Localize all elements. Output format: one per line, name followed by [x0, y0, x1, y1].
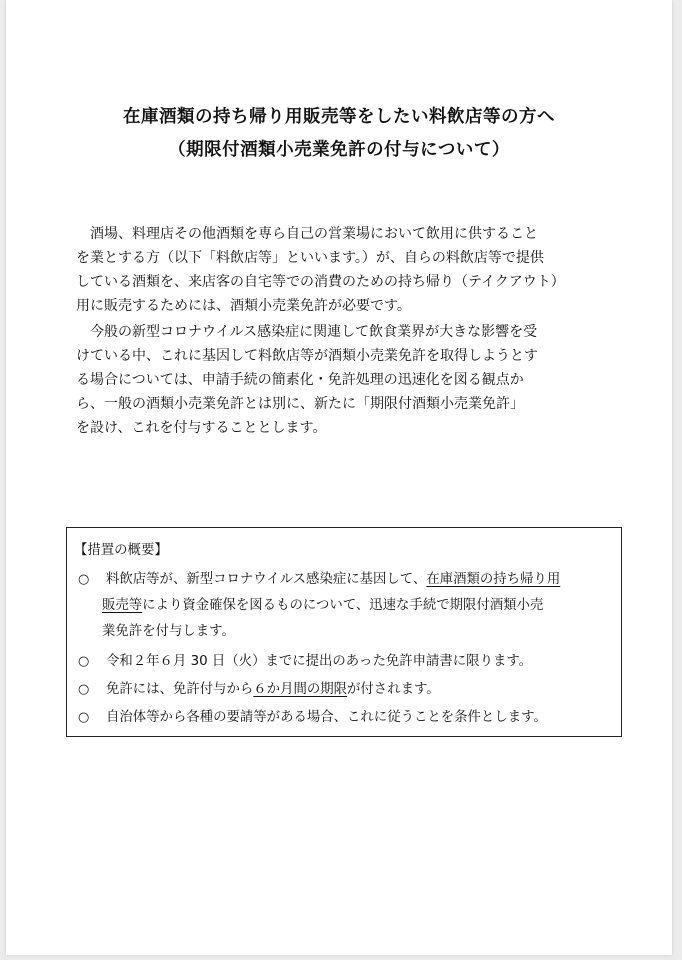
underlined-phrase: ６か月間の期限 [253, 682, 348, 697]
box-item-1-line-1: 料飲店等が、新型コロナウイルス感染症に基因して、在庫酒類の持ち帰り用 [106, 572, 561, 587]
paragraph-1-line-3: している酒類を、来店客の自宅等での消費のための持ち帰り（テイクアウト） [76, 274, 565, 290]
bullet-icon: ○ [78, 710, 90, 725]
paragraph-2-line-1: 今般の新型コロナウイルス感染症に関連して飲食業界が大きな影響を受 [90, 324, 538, 340]
paragraph-1-line-1: 酒場、料理店その他酒類を専ら自己の営業場において飲用に供すること [90, 226, 538, 242]
box-item-3: 免許には、免許付与から６か月間の期限が付されます。 [106, 682, 440, 697]
underlined-phrase: 販売等 [102, 598, 143, 613]
paragraph-1-line-4: 用に販売するためには、酒類小売業免許が必要です。 [76, 298, 411, 314]
paragraph-2-line-4: ら、一般の酒類小売業免許とは別に、新たに「期限付酒類小売業免許」 [76, 396, 524, 412]
box-item-1-line-3: 業免許を付与します。 [102, 624, 235, 639]
bullet-icon: ○ [78, 654, 90, 669]
paragraph-1-line-2: を業とする方（以下「料飲店等」といいます。）が、自らの料飲店等で提供 [76, 250, 544, 266]
box-item-2: 令和２年６月 30 日（火）までに提出のあった免許申請書に限ります。 [106, 654, 533, 669]
underlined-phrase: 在庫酒類の持ち帰り用 [426, 572, 561, 587]
document-subtitle: （期限付酒類小売業免許の付与について） [168, 140, 510, 160]
document-page [6, 0, 672, 955]
box-item-1-line-2: 販売等により資金確保を図るものについて、迅速な手続で期限付酒類小売 [102, 598, 544, 613]
bullet-icon: ○ [78, 682, 90, 697]
paragraph-2-line-5: を設け、これを付与することとします。 [76, 420, 327, 436]
document-title: 在庫酒類の持ち帰り用販売等をしたい料飲店等の方へ [123, 107, 555, 127]
box-item-4: 自治体等から各種の要請等がある場合、これに従うことを条件とします。 [106, 710, 547, 725]
paragraph-2-line-2: けている中、これに基因して料飲店等が酒類小売業免許を取得しようとす [76, 348, 538, 364]
bullet-icon: ○ [78, 572, 90, 587]
paragraph-2-line-3: る場合については、申請手続の簡素化・免許処理の迅速化を図る観点か [76, 372, 524, 388]
box-heading: 【措置の概要】 [74, 543, 168, 558]
